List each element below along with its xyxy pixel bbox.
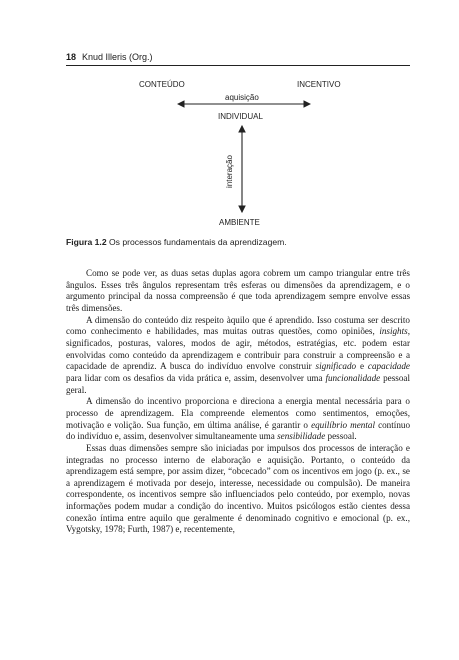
p3-text-a: A dimensão do incentivo proporciona e direciona a energia mental necessária para o processo de aprendizagem. Ela compreende elementos como sentimentos, emoções, motivação e volição. Sua função, em última análise, é garantir o	[66, 396, 410, 430]
body-text	[66, 268, 410, 536]
page-number: 18	[66, 52, 77, 62]
p2-text-d: para lidar com os desafios da vida prática e, assim, desenvolver uma	[66, 372, 326, 383]
paragraph-4: Essas duas dimensões sempre são iniciadas por impulsos dos processos de interação e integradas no processo interno de elaboração e aquisição. Portanto, o conteúdo da aprendizagem está sempre, por assim dizer, “obcecado” com os incentivos em jogo (p. ex., se a aprendizagem é motivada por desejo, interesse, necessidade ou compulsão). De maneira correspondente, os incentivos sempre são influenciados pelo conteúdo, por exemplo, novas informações podem mudar a condição do incentivo. Muitos psicólogos estão cientes dessa conexão íntima entre aquilo que geralmente é denominado cognitivo e emocional (p. ex., Vygotsky, 1978; Furth, 1987) e, recentemente,	[66, 442, 410, 535]
p3-text-b: contínuo do indivíduo e, assim, desenvolver simultaneamente uma	[66, 419, 411, 442]
label-incentive: INCENTIVO	[297, 80, 341, 89]
figure-caption-text: Os processos fundamentais da aprendizagem.	[108, 237, 287, 247]
p2-italic-capacidade: capacidade	[367, 361, 410, 372]
label-acquisition: aquisição	[225, 93, 259, 102]
figure-caption	[66, 237, 287, 247]
p3-italic-sensibilidade: sensibilidade	[277, 431, 326, 442]
running-head-title: Knud Illeris (Org.)	[82, 52, 153, 62]
p2-italic-significado: significado	[315, 361, 357, 372]
p2-italic-funcionalidade: funcionalidade	[325, 372, 381, 383]
label-individual: INDIVIDUAL	[218, 112, 263, 121]
paragraph-3	[66, 396, 410, 443]
p2-italic-insights: insights	[379, 326, 408, 337]
figure-caption-label: Figura 1.2	[66, 237, 107, 247]
paragraph-2	[66, 315, 410, 397]
paragraph-1: Como se pode ver, as duas setas duplas agora cobrem um campo triangular entre três ângulos. Esses três ângulos representam três esferas ou dimensões da aprendizagem, e o argumento principal da nossa compreensão é que toda aprendizagem sempre envolve essas três dimensões.	[66, 268, 410, 313]
p2-text-c: e	[356, 361, 368, 372]
label-environment: AMBIENTE	[219, 218, 260, 227]
label-content: CONTEÚDO	[139, 80, 185, 89]
p2-text-b: , significados, posturas, valores, modos de agir, métodos, estratégias, etc. podem estar envolvidas como conteúdo da aprendizagem e contribuir para construir a compreensão e a capacidade de aprendiz. A busca do indivíduo envolve construir	[66, 326, 410, 372]
p3-text-c: pessoal.	[325, 431, 357, 442]
p2-text-a: A dimensão do conteúdo diz respeito àquilo que é aprendido. Isso costuma ser descrito como conhecimento e habilidades, mas muitas outras questões, como opiniões,	[66, 314, 410, 337]
label-interaction: interação	[224, 155, 234, 188]
p2-text-e: pessoal geral.	[66, 372, 410, 395]
p3-italic-equilibrio: equilíbrio mental	[311, 419, 375, 430]
